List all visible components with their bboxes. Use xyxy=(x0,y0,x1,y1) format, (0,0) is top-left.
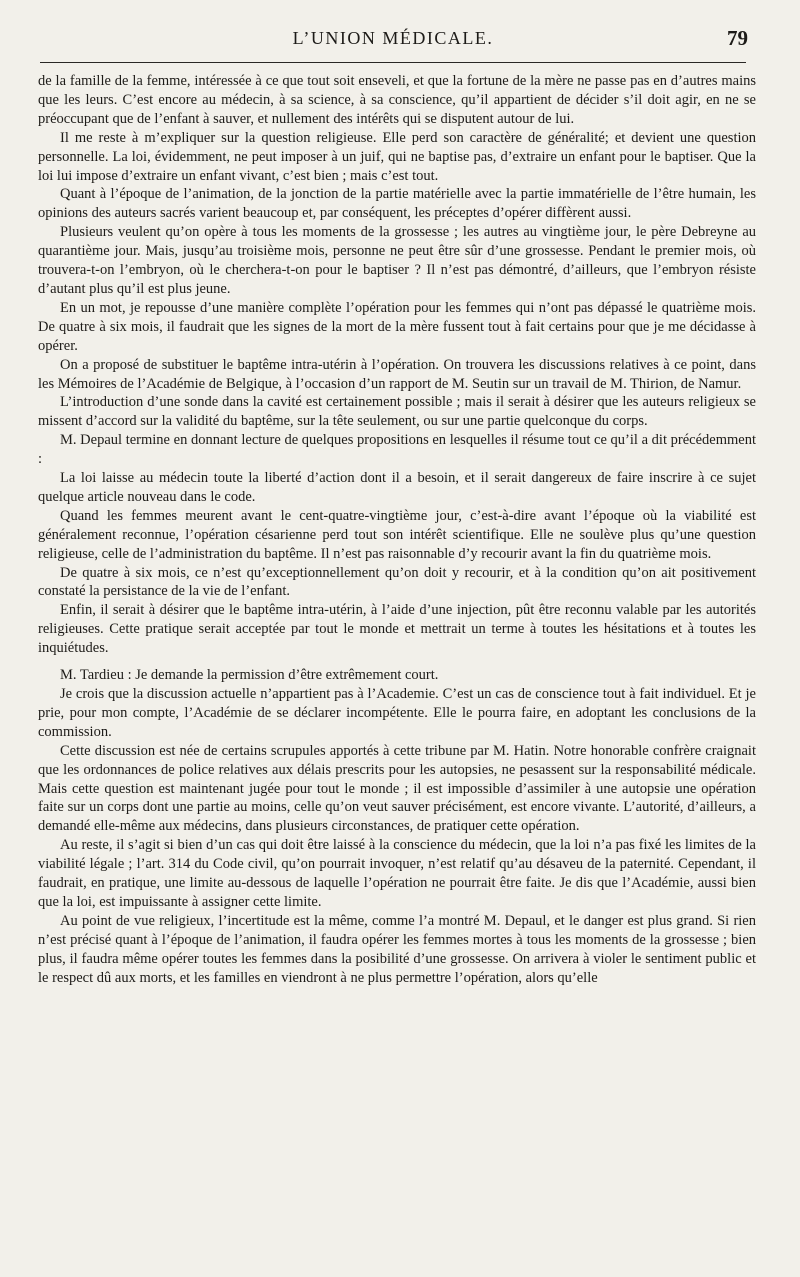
paragraph: De quatre à six mois, ce n’est qu’exceptionnellement qu’on doit y recourir, et à la condition qu’on ait positivement constaté la persistance de la vie de l’enfant. xyxy=(38,564,756,600)
paragraph: Je crois que la discussion actuelle n’appartient pas à l’Academie. C’est un cas de conscience tout à fait individuel. Et je prie, pour mon compte, l’Académie de se déclarer incompétente. Elle le pourra faire, en adoptant les conclusions de la commission. xyxy=(38,686,756,740)
header-rule xyxy=(40,62,746,63)
paragraph: L’introduction d’une sonde dans la cavité est certainement possible ; mais il serait à désirer que les auteurs religieux se missent d’accord sur la validité du baptême, sur la tête seulement, ou sur une partie quelconque du corps. xyxy=(38,394,756,430)
section-spacer xyxy=(38,658,756,666)
paragraph: En un mot, je repousse d’une manière complète l’opération pour les femmes qui n’ont pas dépassé le quatrième mois. De quatre à six mois, il faudrait que les signes de la mort de la mère fussent tout à fait certains pour que je me décidasse à opérer. xyxy=(38,299,756,354)
paragraph: Quant à l’époque de l’animation, de la jonction de la partie matérielle avec la partie immatérielle de l’être humain, les opinions des auteurs sacrés varient beaucoup et, par conséquent, les préceptes d’opérer diffèrent aussi. xyxy=(38,186,756,222)
paragraph: Enfin, il serait à désirer que le baptême intra-utérin, à l’aide d’une injection, pût être reconnu valable par les autorités religieuses. Cette pratique serait acceptée par tout le monde et mettrait un terme à toutes les hésitations et à toutes les inquiétudes. xyxy=(38,602,756,657)
paragraph: de la famille de la femme, intéressée à ce que tout soit enseveli, et que la fortune de la mère ne passe pas en d’autres mains que les leurs. C’est encore au médecin, à sa science, à sa conscience, qu’il appartient de décider s’il doit agir, en ne se préoccupant que de l’enfant à sauver, et nullement des intérêts qui se disputent autour de lui. xyxy=(38,73,756,127)
paragraph: Au reste, il s’agit si bien d’un cas qui doit être laissé à la conscience du médecin, que la loi n’a pas fixé les limites de la viabilité légale ; l’art. 314 du Code civil, qu’on pourrait invoquer, n’est relatif qu’au désaveu de la paternité. Cependant, il faudrait, en pratique, une limite au-dessous de laquelle l’opération ne pourrait être faite. Je dis que l’Académie, aussi bien que la loi, est impuissante à assigner cette limite. xyxy=(38,837,756,910)
article-body xyxy=(38,72,756,988)
paragraph: La loi laisse au médecin toute la liberté d’action dont il a besoin, et il serait dangereux de faire inscrire à ce sujet quelque article nouveau dans le code. xyxy=(38,470,756,505)
paragraph: Cette discussion est née de certains scrupules apportés à cette tribune par M. Hatin. Notre honorable confrère craignait que les ordonnances de police relatives aux délais prescrits pour les autopsies, ne pesassent sur la responsabilité médicale. Mais cette question est maintenant jugée pour tout le monde ; il est impossible d’assimiler à une autopsie une opération faite sur un corps dont une partie au moins, celle qu’on veut sauver précisément, est encore vivante. L’autorité, d’ailleurs, a demandé elle-même aux médecins, dans plusieurs circonstances, de pratiquer cette opération. xyxy=(38,742,756,835)
paragraph: Plusieurs veulent qu’on opère à tous les moments de la grossesse ; les autres au vingtième jour, le père Debreyne au quarantième jour. Mais, jusqu’au troisième mois, personne ne peut être sûr d’une grossesse. Pendant le premier mois, où trouvera-t-on l’embryon, où le cherchera-t-on pour le baptiser ? Il n’est pas démontré, d’ailleurs, que l’embryon résiste d’autant plus qu’il est plus jeune. xyxy=(38,224,756,297)
running-header xyxy=(38,26,748,54)
journal-title: L’UNION MÉDICALE. xyxy=(292,28,494,48)
paragraph: On a proposé de substituer le baptême intra-utérin à l’opération. On trouvera les discussions relatives à ce point, dans les Mémoires de l’Académie de Belgique, à l’occasion d’un rapport de M. Seutin sur un travail de M. Thirion, de Namur. xyxy=(38,356,756,392)
paragraph: M. Depaul termine en donnant lecture de quelques propositions en lesquelles il résume tout ce qu’il a dit précédemment : xyxy=(38,432,756,468)
paragraph: Il me reste à m’expliquer sur la question religieuse. Elle perd son caractère de généralité; et devient une question personnelle. La loi, évidemment, ne peut imposer à un juif, qui ne baptise pas, d’extraire un enfant pour le baptiser. Que la loi lui impose d’extraire un enfant vivant, c’est bien ; mais c’est tout. xyxy=(38,129,756,184)
paragraph-speaker-tardieu: M. Tardieu : Je demande la permission d’être extrêmement court. xyxy=(60,667,439,684)
paragraph: Quand les femmes meurent avant le cent-quatre-vingtième jour, c’est-à-dire avant l’époque où la viabilité est généralement reconnue, l’opération césarienne perd tout son intérêt scientifique. Elle ne soulève plus qu’une question religieuse, celle de l’administration du baptême. Il n’est pas raisonnable d’y recourir avant la fin du quatrième mois. xyxy=(38,507,756,562)
paragraph: Au point de vue religieux, l’incertitude est la même, comme l’a montré M. Depaul, et le danger est plus grand. Si rien n’est précisé quant à l’époque de l’animation, il faudra opérer les femmes mortes à tous les moments de la grossesse ; bien plus, il faudra même opérer toutes les femmes dans la posibilité d’une grossesse. On arrivera à violer le sentiment public et le respect dû aux morts, et les familles en viendront à ne plus permettre l’opération, alors qu’elle xyxy=(38,912,756,986)
page-number: 79 xyxy=(727,26,748,50)
